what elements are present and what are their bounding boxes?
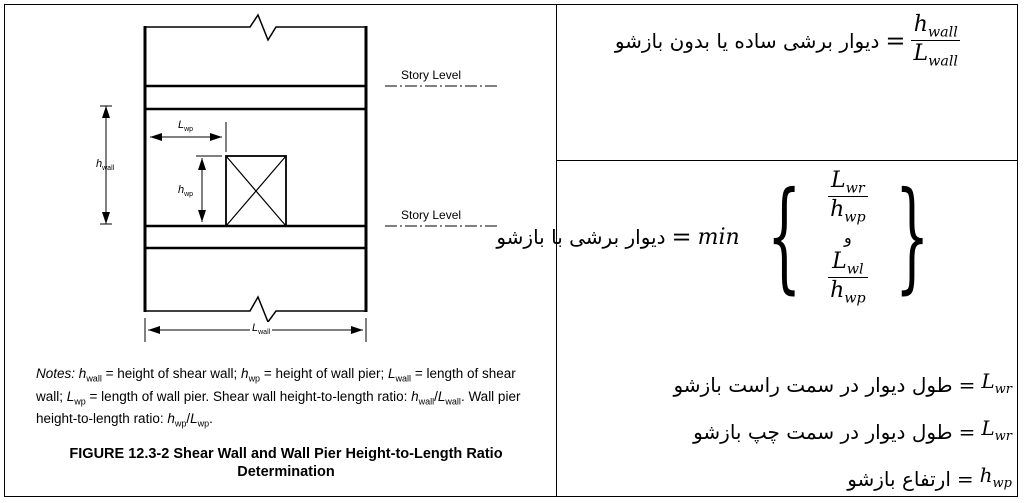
h-wp-label: $h_{wp}$: [178, 184, 194, 199]
shear-wall-figure: [0, 0, 556, 360]
definition-row: طول دیوار در سمت چپ بازشو = $L_{wr}$: [693, 416, 1012, 444]
equals-sign: =: [885, 26, 906, 55]
figure-notes: Notes: $h_{wall}$ = height of shear wall; $h_{wp}$ = height of wall pier; $L_{wall}$ = length of shear wall; $L_{wp}$ = length of wall pier. Shear wall height-to-length ratio: $h_{wall}/L_{wall}$. Wall pier height-to-length ratio: $h_{wp}/L_{wp}$.: [36, 366, 521, 430]
h-wall-label: $h_{wall}$: [96, 158, 115, 173]
left-ratio-fraction: $\frac{L_{wl}}{h_{wp}}$: [830, 248, 866, 307]
definition-row: ارتفاع بازشو = $h_{wp}$: [847, 463, 1012, 491]
row-divider: [556, 160, 1018, 161]
and-word: و: [843, 227, 852, 247]
story-level-label-top: Story Level: [401, 68, 462, 82]
equals-sign: =: [671, 223, 692, 252]
simple-wall-label: دیوار برشی ساده یا بدون بازشو: [614, 28, 880, 53]
caption-line-2: Determination: [237, 464, 335, 480]
opening-wall-label: دیوار برشی با بازشو: [496, 225, 666, 250]
story-level-label-bottom: Story Level: [401, 208, 462, 222]
variable-definitions: [673, 362, 1012, 503]
right-brace: }: [894, 167, 930, 307]
definition-row: طول دیوار در سمت راست بازشو = $L_{wr}$: [673, 369, 1012, 397]
figure-caption: [26, 445, 546, 481]
caption-line-1: FIGURE 12.3-2 Shear Wall and Wall Pier Height-to-Length Ratio: [69, 446, 503, 462]
min-operator: min: [697, 224, 740, 250]
min-arguments: [828, 168, 868, 307]
left-brace: {: [766, 167, 802, 307]
equation-simple-wall: [615, 12, 960, 70]
ratio-fraction: $\frac{h_{wall}}{L_{wall}}$: [913, 12, 958, 70]
equation-wall-with-opening: [496, 168, 950, 307]
l-wp-label: $L_{wp}$: [178, 119, 194, 134]
l-wall-label: $L_{wall}$: [252, 322, 271, 337]
right-ratio-fraction: $\frac{L_{wr}}{h_{wp}}$: [830, 168, 866, 226]
